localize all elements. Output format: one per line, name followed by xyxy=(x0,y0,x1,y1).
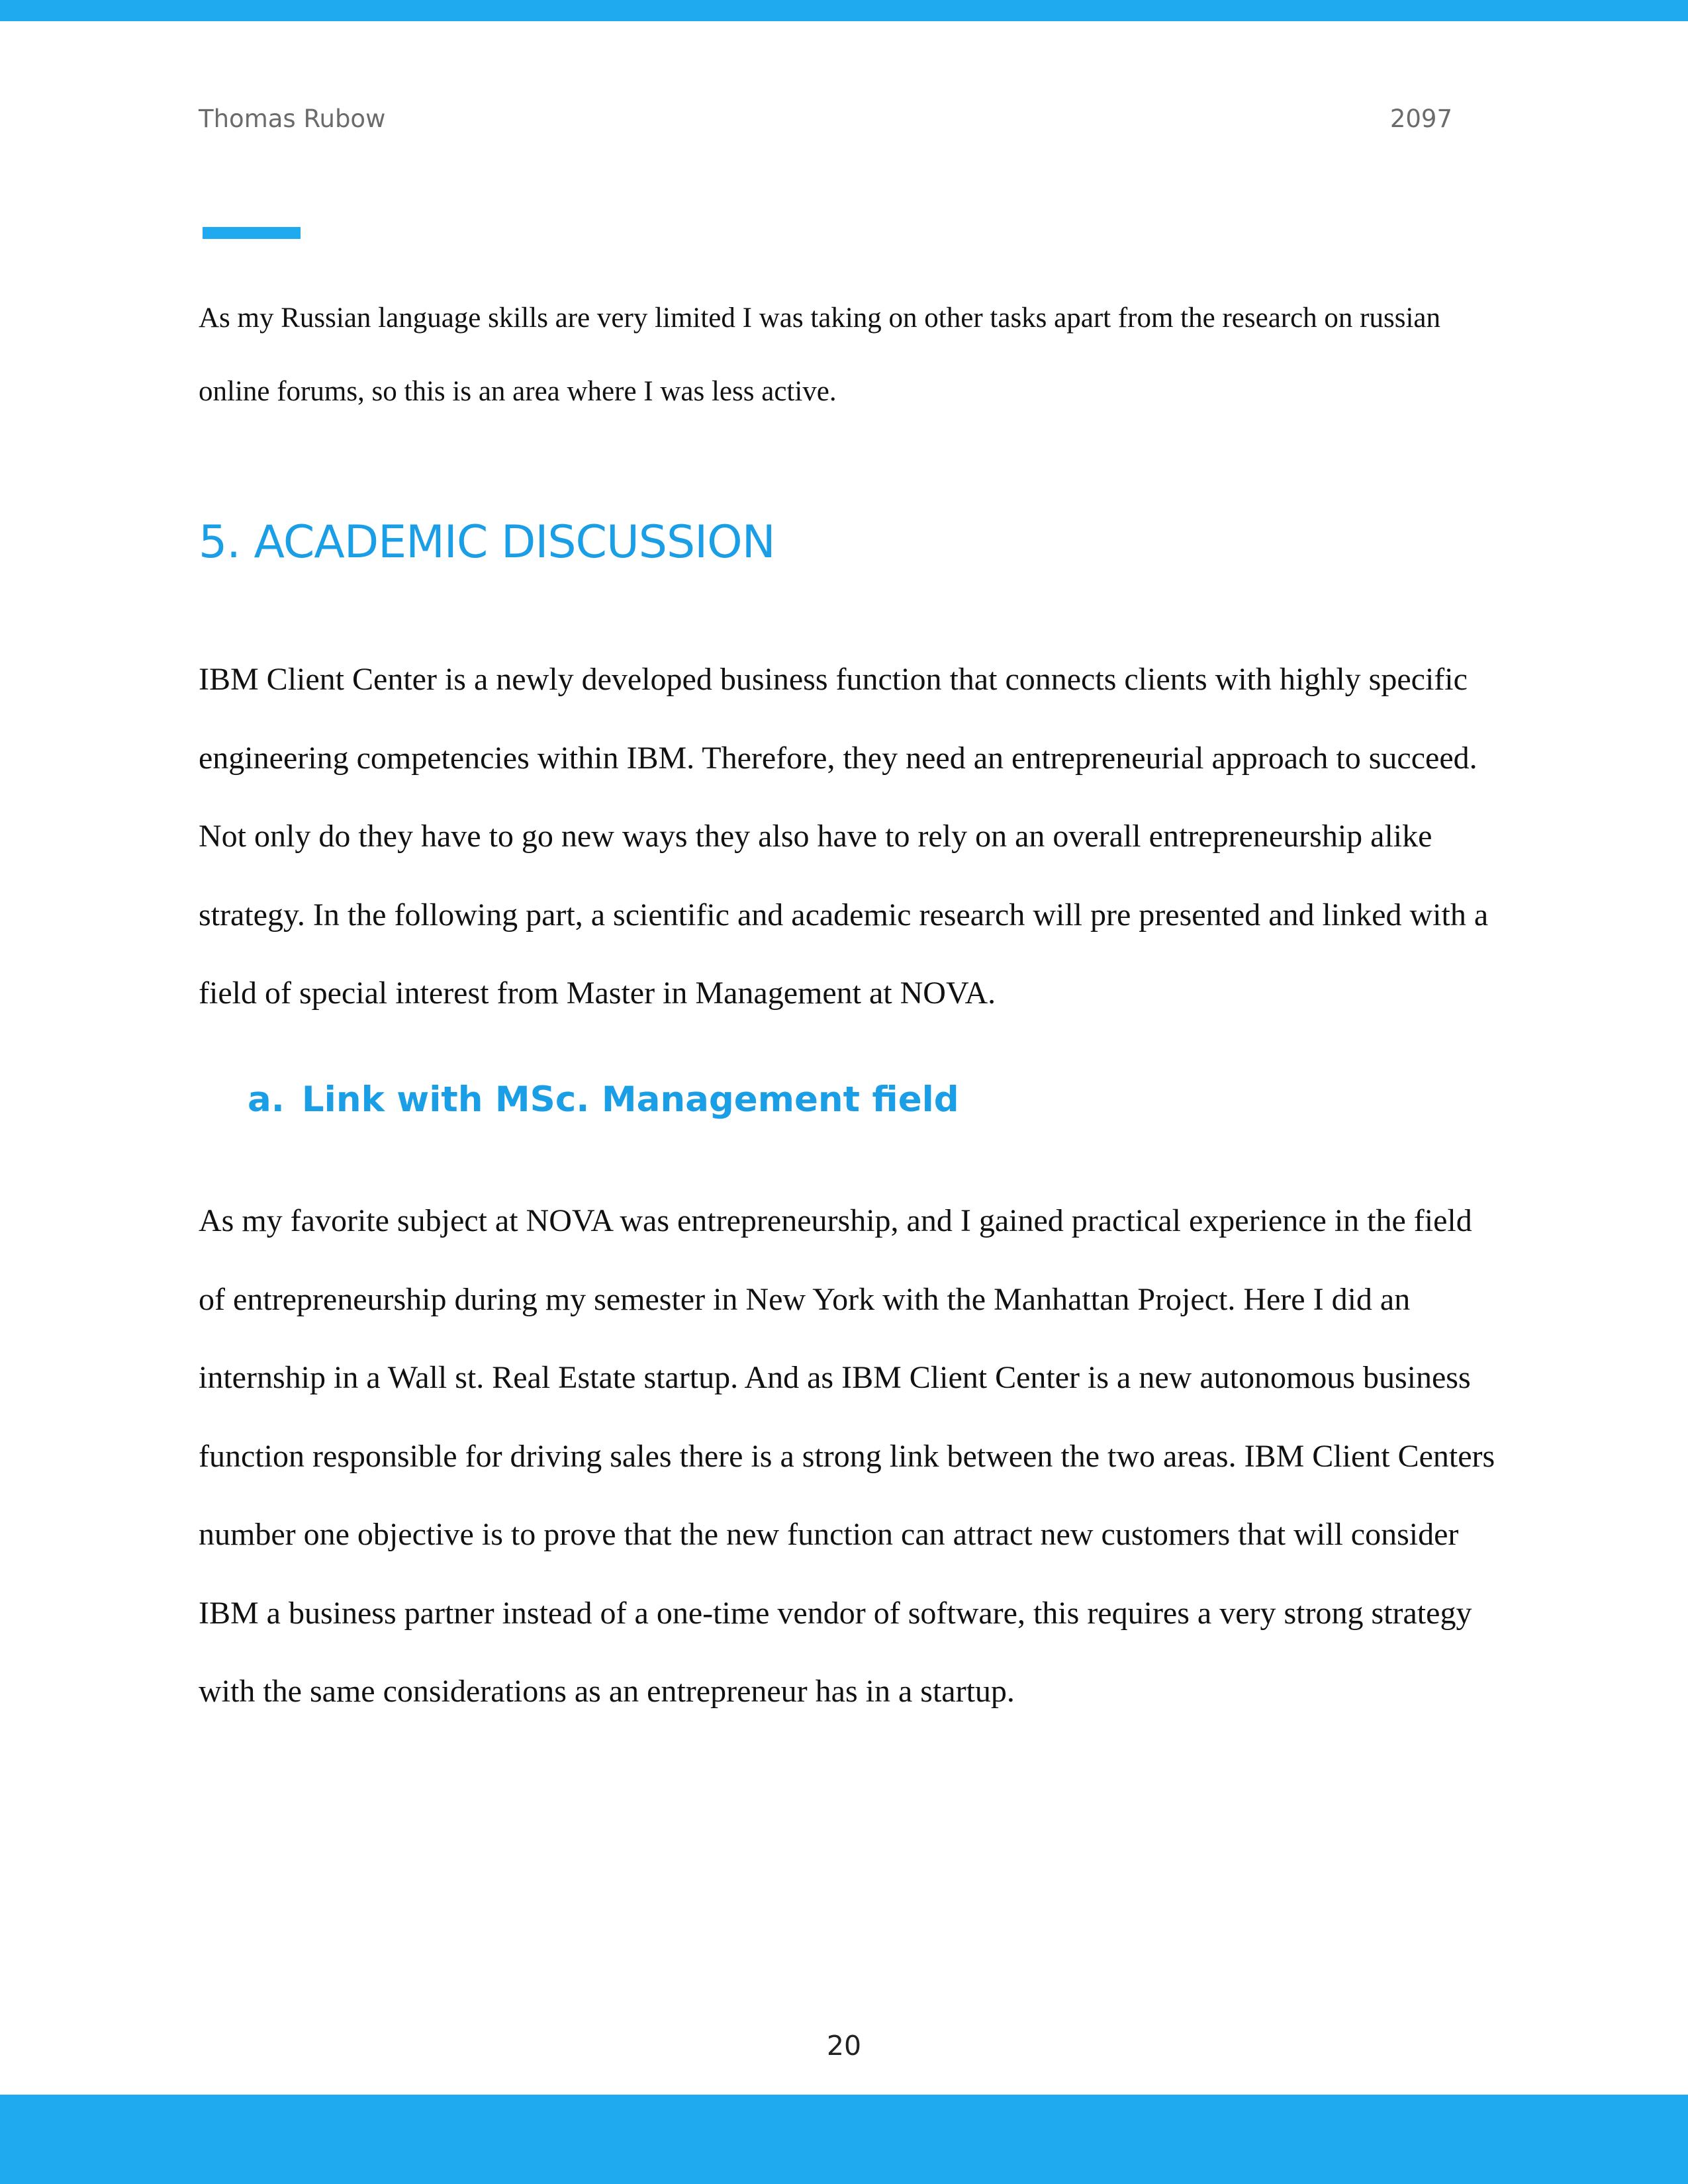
bottom-accent-band xyxy=(0,2095,1688,2184)
section-paragraph: IBM Client Center is a newly developed business function that connects clients with highly specific engineering competencies within IBM. Therefore, they need an entrepreneurial approach to succeed. Not only do they have to go new ways they also have to rely on an overall entrepreneurship alike strategy. In the following part, a scientific and academic research will pre presented and linked with a field of special interest from Master in Management at NOVA. xyxy=(199,662,1489,1011)
top-accent-band xyxy=(0,0,1688,21)
subsection-heading xyxy=(248,1073,959,1126)
subsection-marker: a. xyxy=(248,1079,285,1120)
subsection-paragraph: As my favorite subject at NOVA was entrepreneurship, and I gained practical experience in the field of entrepreneurship during my semester in New York with the Manhattan Project. Here I did an internship in a Wall st. Real Estate startup. And as IBM Client Center is a new autonomous business function responsible for driving sales there is a strong link between the two areas. IBM Client Centers number one objective is to prove that the new function can attract new customers that will consider IBM a business partner instead of a one-time vendor of software, this requires a very strong strategy with the same considerations as an entrepreneur has in a startup. xyxy=(199,1203,1495,1709)
header-author: Thomas Rubow xyxy=(199,105,386,133)
header-number: 2097 xyxy=(1389,105,1452,133)
section-heading: 5. ACADEMIC DISCUSSION xyxy=(199,516,775,569)
subsection-title: Link with MSc. Management field xyxy=(301,1079,959,1120)
page-number: 20 xyxy=(826,2030,862,2062)
intro-paragraph: As my Russian language skills are very limited I was taking on other tasks apart from the research on russian online forums, so this is an area where I was less active. xyxy=(199,302,1441,407)
accent-rule xyxy=(203,227,301,239)
